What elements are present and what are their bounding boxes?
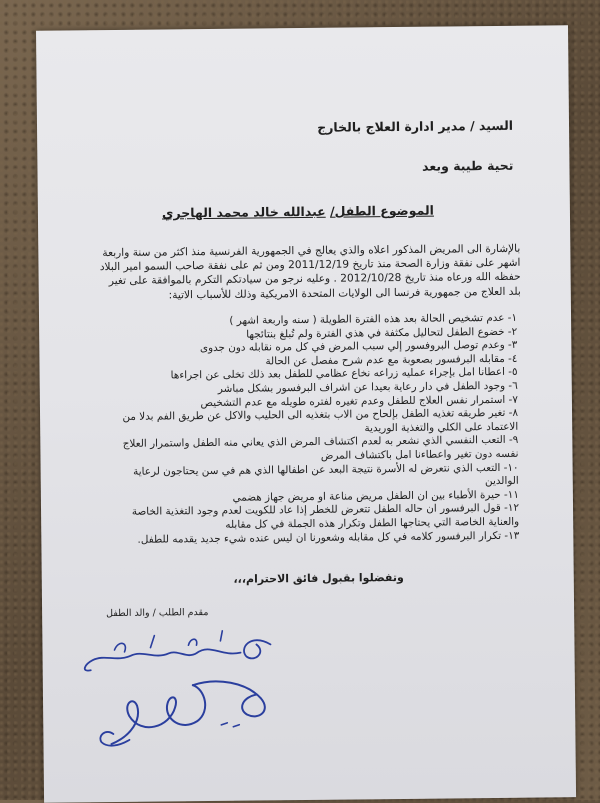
reason-item: ٩- التعب النفسي الذي نشعر به لعدم اكتشاف المرض الذي يعاني منه الطفل واستمرار العلاج نفسه دون تغير واعطاءنا امل باكتشاف المرض <box>122 434 519 462</box>
reason-item: ١- عدم تشخيص الحالة بعد هذه الفترة الطويلة ( سنه واربعة اشهر ) <box>229 311 518 327</box>
handwritten-signature <box>70 622 291 764</box>
subject-line <box>162 203 434 221</box>
greeting-line: تحية طيبة وبعد <box>421 157 514 174</box>
closing-line: وتفضلوا بقبول فائق الاحترام،،، <box>233 570 404 586</box>
addressee-line: السيد / مدير ادارة العلاج بالخارج <box>317 117 514 135</box>
reason-item: ٧- استمرار نفس العلاج للطفل وعدم تغيره لفتره طويله مع عدم التشخيص <box>200 393 518 409</box>
reasons-list <box>99 312 519 547</box>
subject-label: الموضوع الطفل/ <box>329 202 434 219</box>
reason-item: ٢- خضوع الطفل لتحاليل مكثفة في هذي الفترة ولم تُبلغ بنتائجها <box>246 325 518 341</box>
reason-item: ١٠- التعب الذي نتعرض له الأسرة نتيجة البعد عن اطفالها الذي هم في سن يحتاجون لرعاية الوالدين <box>133 461 519 488</box>
reason-item: ٥- اعطانا امل بإجراء عمليه زراعه نخاع عظامي للطفل بعد ذلك تخلى عن اجراءها <box>170 366 518 382</box>
subject-name: عبدالله خالد محمد الهاجري <box>161 203 326 221</box>
letter-page <box>36 25 576 803</box>
reason-item: ٤- مقابله البرفسور بصعوبة مع عدم شرح مفصل عن الحالة <box>265 352 518 368</box>
reason-item: ٦- وجود الطفل في دار رعاية بعيدا عن اشراف البرفسور بشكل مباشر <box>217 379 518 395</box>
reason-item: ٨- تغير طريقه تغذيه الطفل بإلحاح من الاب بتغذيه الى الحليب والاكل عن طريق الفم بدلا من الاعتماد على الكلي والتغذية الوريدية <box>122 406 519 435</box>
reason-item: ١٣- تكرار البرفسور كلامه في كل مقابله وشعورنا ان ليس عنده شيء جديد يقدمه للطفل. <box>137 529 520 546</box>
reason-item: ١١- حيرة الأطباء بين ان الطفل مريض مناعة او مريض جهاز هضمي <box>232 488 519 504</box>
reason-item: ٣- وعدم توصل البروفسور إلي سبب المرض في كل مره نقابله دون جدوى <box>199 338 518 355</box>
sender-label: مقدم الطلب / والد الطفل <box>106 607 209 620</box>
intro-paragraph: بالإشارة الى المريض المذكور اعلاه والذي يعالج في الجمهورية الفرنسية منذ اكثر من سنة واربعة اشهر على نفقة وزارة الصحة منذ تاريخ 2011/12/19 ومن ثم على نفقة صاحب السمو امير البلاد حفظه الله ورعاه منذ تاريخ 2012/10/28 . وعليه نرجو من سيادتكم التكرم بالموافقة على تغير بلد العلاج من جمهورية فرنسا الى الولايات المتحدة الامريكية وذلك للأسباب الاتية: <box>99 242 521 302</box>
reason-item: ١٢- قول البرفسور ان حاله الطفل تتعرض للخطر إذا عاد للكويت لعدم وجود التغذية الخاصة والعناية الخاصة التي يحتاجها الطفل وتكرار هذه الجملة في كل مقابله <box>131 502 520 531</box>
